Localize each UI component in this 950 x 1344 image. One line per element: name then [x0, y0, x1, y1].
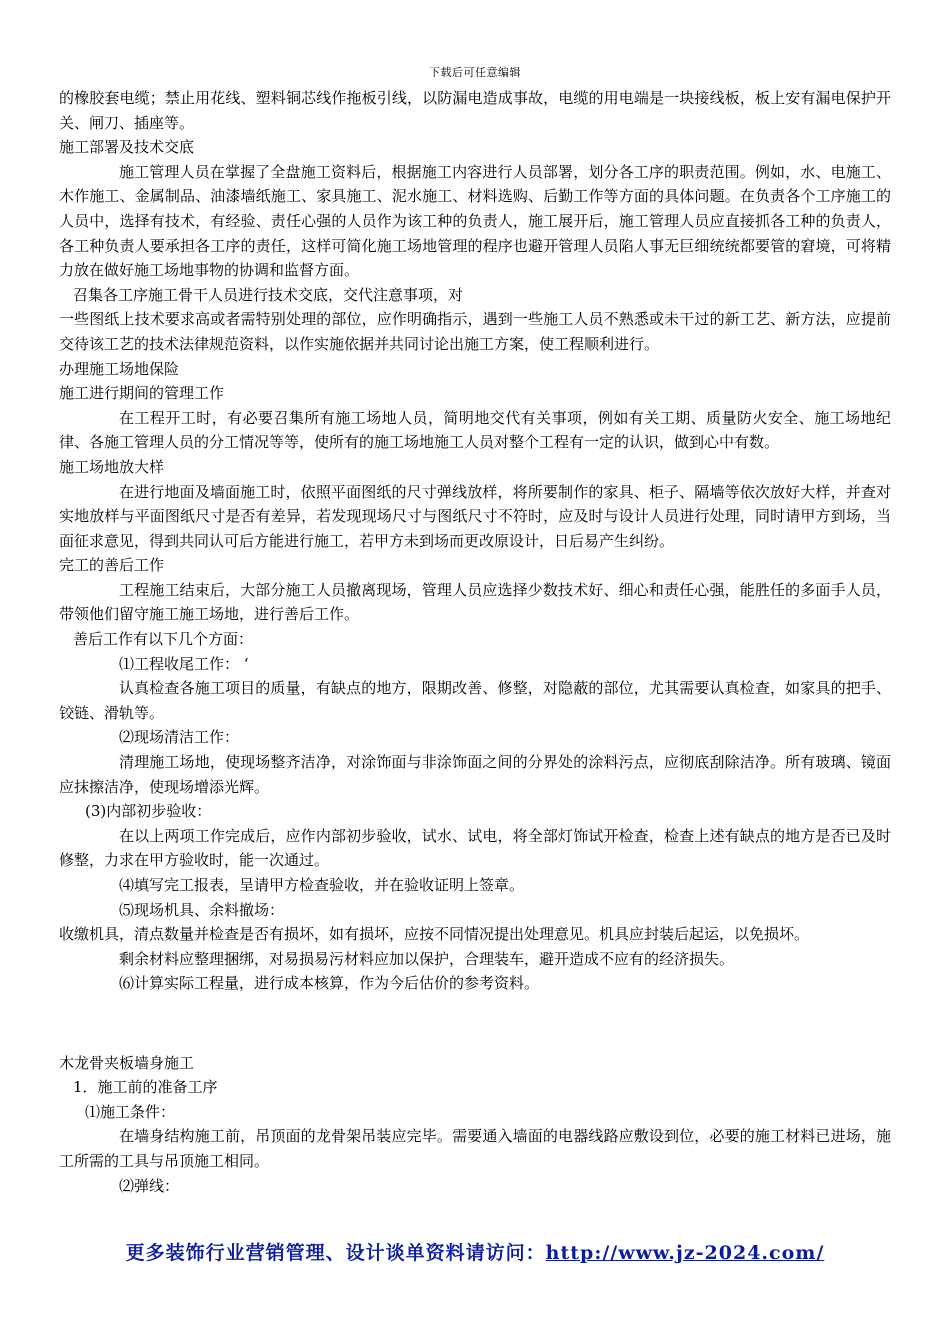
paragraph: 善后工作有以下几个方面：: [73, 630, 254, 649]
footer-promo: [0, 1238, 950, 1265]
list-item-heading: ⑵现场清洁工作：: [119, 728, 240, 747]
paragraph: 工程施工结束后，大部分施工人员撤离现场，管理人员应选择少数技术好、细心和责任心强，能胜任的多面手人员，带领他们留守施工施工场地，进行善后工作。: [59, 580, 891, 624]
paragraph: 在工程开工时，有必要召集所有施工场地人员，简明地交代有关事项，例如有关工期、质量防火安全、施工场地纪律、各施工管理人员的分工情况等等，使所有的施工场地施工人员对整个工程有一定的认识，做到心中有数。: [59, 408, 891, 452]
paragraph: 剩余材料应整理捆绑，对易损易污材料应加以保护，合理装车，避开造成不应有的经济损失。: [119, 949, 735, 968]
blank-line: [59, 1011, 891, 1036]
section-heading: 完工的善后工作: [59, 556, 165, 575]
list-item-heading: (3)内部初步验收：: [85, 802, 212, 821]
page-header-note: 下载后可任意编辑: [429, 66, 521, 79]
list-item-heading: ⑷填写完工报表，呈请甲方检查验收，并在验收证明上签章。: [119, 876, 525, 894]
list-item-heading: ⑸现场机具、余料撤场：: [119, 900, 285, 919]
paragraph: 在进行地面及墙面施工时，依照平面图纸的尺寸弹线放样，将所要制作的家具、柜子、隔墙等依次放好大样，并查对实地放样与平面图纸尺寸是否有差异，若发现现场尺寸与图纸尺寸不符时，应及时与设计人员进行处理，同时请甲方到场，当面征求意见，得到共同认可后方能进行施工，若甲方未到场而更改原设计，日后易产生纠纷。: [59, 482, 891, 550]
section-heading: 办理施工场地保险: [59, 359, 180, 378]
paragraph: 清理施工场地，使现场整齐洁净，对涂饰面与非涂饰面之间的分界处的涂料污点，应彻底刮除洁净。所有玻璃、镜面应抹擦洁净，使现场增添光辉。: [59, 753, 891, 796]
list-item-heading: ⑴工程收尾工作： ‘: [119, 654, 249, 673]
section-heading: 施工场地放大样: [59, 457, 165, 476]
paragraph: 一些图纸上技术要求高或者需特别处理的部位，应作明确指示，遇到一些施工人员不熟悉或未干过的新工艺、新方法，应提前交待该工艺的技术法律规范资料，以作实施依据并共同讨论出施工方案，使工程顺利进行。: [59, 310, 891, 353]
subsection-heading: 1．施工前的准备工序: [73, 1078, 218, 1097]
paragraph: 收缴机具，清点数量并检查是否有损坏，如有损坏，应按不同情况提出处理意见。机具应封装后起运，以免损坏。: [59, 925, 810, 944]
footer-website-link[interactable]: http://www.jz-2024.com/: [545, 1242, 825, 1264]
document-body: [59, 86, 891, 1198]
paragraph: 在墙身结构施工前，吊顶面的龙骨架吊装应完毕。需要通入墙面的电器线路应敷设到位，必要的施工材料已进场，施工所需的工具与吊顶施工相同。: [59, 1127, 891, 1170]
section-heading: 施工进行期间的管理工作: [59, 384, 225, 403]
list-item-heading: ⑴施工条件：: [85, 1102, 176, 1121]
section-heading: 施工部署及技术交底: [59, 138, 195, 157]
section-heading: 木龙骨夹板墙身施工: [59, 1053, 195, 1072]
list-item-heading: ⑵弹线：: [119, 1176, 180, 1195]
paragraph: 认真检查各施工项目的质量，有缺点的地方，限期改善、修整，对隐蔽的部位，尤其需要认真检查，如家具的把手、铰链、滑轨等。: [59, 679, 891, 722]
paragraph: 在以上两项工作完成后，应作内部初步验收，试水、试电，将全部灯饰试开检查，检查上述有缺点的地方是否已及时修整，力求在甲方验收时，能一次通过。: [59, 826, 891, 870]
list-item-heading: ⑹计算实际工程量，进行成本核算，作为今后估价的参考资料。: [119, 974, 540, 993]
paragraph: 召集各工序施工骨干人员进行技术交底，交代注意事项，对: [73, 285, 464, 304]
paragraph: 施工管理人员在掌握了全盘施工资料后，根据施工内容进行人员部署，划分各工序的职责范围。例如，水、电施工、木作施工、金属制品、油漆墙纸施工、家具施工、泥水施工、材料选购、后勤工作等方面的具体问题。在负责各个工序施工的人员中，选择有技术，有经验、责任心强的人员作为该工种的负责人，施工展开后，施工管理人员应直接抓各工种的负责人，各工种负责人要承担各工序的责任，这样可简化施工场地管理的程序也避开管理人员陷人事无巨细统统都要管的窘境，可将精力放在做好施工场地事物的协调和监督方面。: [59, 162, 891, 280]
paragraph: 的橡胶套电缆；禁止用花线、塑料铜芯线作拖板引线，以防漏电造成事故，电缆的用电端是一块接线板，板上安有漏电保护开关、闸刀、插座等。: [59, 89, 891, 132]
footer-promo-text: 更多装饰行业营销管理、设计谈单资料请访问：: [125, 1242, 546, 1264]
